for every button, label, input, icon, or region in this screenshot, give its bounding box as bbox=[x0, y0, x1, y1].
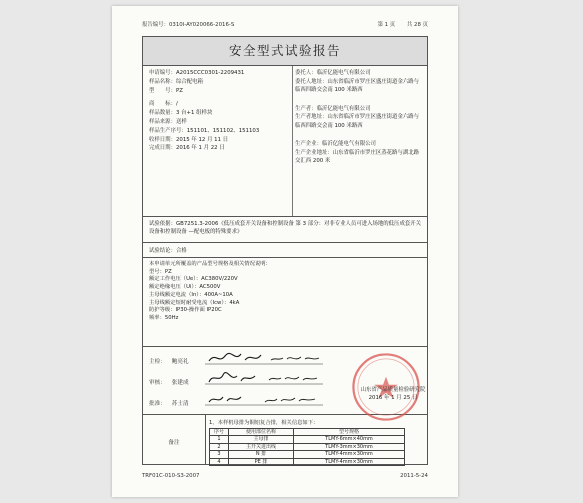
test-standard-label: 试验依据： bbox=[149, 221, 176, 227]
report-header bbox=[142, 20, 428, 30]
info-row-application-no: 申请编号：A2015CCC0301-2209431 bbox=[149, 70, 245, 76]
page-total: 共 28 页 bbox=[406, 22, 428, 28]
page-indicator bbox=[368, 20, 428, 28]
info-row-sample-source: 样品来源：送样 bbox=[149, 118, 187, 125]
table-cell: TLMY-3mm×30mm bbox=[294, 443, 405, 450]
remarks-label: 备注 bbox=[168, 439, 180, 446]
signature-row-inspector: 主检： 鲍亮礼 bbox=[149, 359, 189, 365]
signature-row-reviewer: 审核： 张建成 bbox=[149, 380, 189, 386]
table-cell: TLMY-6mm×40mm bbox=[294, 436, 405, 443]
notes-line: 频率：50Hz bbox=[149, 314, 179, 321]
table-header-row bbox=[210, 429, 405, 436]
column-header: 使用部位名称 bbox=[229, 429, 294, 436]
info-row-received-date: 收样日期：2015 年 12 月 11 日 bbox=[149, 136, 229, 143]
report-page bbox=[112, 6, 458, 497]
handwritten-signature-inspector-icon bbox=[205, 350, 325, 366]
info-row-serial-no: 样品生产序号：151101、151102、151103 bbox=[149, 127, 260, 134]
table-cell: 3 bbox=[210, 451, 229, 458]
client-name: 委托人：临沂亿能电气有限公司 bbox=[295, 70, 371, 76]
test-conclusion-label: 试验结论： bbox=[149, 248, 176, 254]
organization-name: 山东省产品质量检验研究院 bbox=[360, 387, 426, 393]
column-header: 序号 bbox=[210, 429, 229, 436]
table-cell: 2 bbox=[210, 443, 229, 450]
sample-info bbox=[149, 69, 291, 153]
table-cell: TLMY-4mm×30mm bbox=[294, 451, 405, 458]
busbar-table bbox=[209, 428, 405, 466]
notes-line: 本申请单元所覆盖的产品型号规格及相关情况说明： bbox=[149, 261, 271, 267]
table-cell: 主开关进出线 bbox=[229, 443, 294, 450]
signature-row-approver: 批准： 苏士清 bbox=[149, 401, 189, 407]
report-number: 报告编号：0310I-AY020066-2016-S bbox=[142, 22, 235, 28]
issuing-organization bbox=[343, 386, 443, 402]
party-info bbox=[295, 69, 422, 166]
table-cell: PE 排 bbox=[229, 458, 294, 465]
handwritten-signature-reviewer-icon bbox=[205, 370, 325, 386]
form-code: TRF01C-010-S3-2007 bbox=[142, 473, 200, 479]
table-cell: N 排 bbox=[229, 451, 294, 458]
info-section bbox=[143, 66, 427, 217]
info-row-sample-qty: 样品数量：3 台+1 组样块 bbox=[149, 110, 213, 117]
table-row bbox=[210, 436, 405, 443]
handwritten-signature-approver-icon bbox=[205, 391, 325, 407]
notes-line: 额定工作电压（Ue）：AC380V/220V bbox=[149, 276, 238, 283]
info-row-model: 型 号：PZ bbox=[149, 87, 183, 94]
factory-name: 生产企业：临沂亿能电气有限公司 bbox=[295, 141, 376, 148]
report-title: 安全型式试验报告 bbox=[143, 37, 427, 66]
info-row-sample-name: 样品名称：综合配电箱 bbox=[149, 78, 203, 85]
remarks-intro: 1、本样机母排为铜铝复合排，相关信息如下： bbox=[209, 420, 319, 426]
table-row bbox=[210, 443, 405, 450]
column-divider bbox=[292, 66, 293, 216]
test-conclusion bbox=[143, 244, 427, 258]
client-address: 委托人地址：山东省临沂市罗庄区盛庄街道金六路与临西四路交会南 100 米路西 bbox=[295, 78, 420, 94]
notes-line: 型号：PZ bbox=[149, 268, 172, 275]
form-date: 2011-5-24 bbox=[400, 473, 428, 479]
factory-address: 生产企业地址：山东省临沂市罗庄区蒸花路与湖北路交汇西 200 米 bbox=[295, 150, 420, 165]
notes-line: 主母线额定电流（In）：400A~10A bbox=[149, 291, 233, 298]
signature-section bbox=[143, 348, 427, 415]
table-cell: 1 bbox=[210, 436, 229, 443]
issue-date: 2016 年 1 月 25 日 bbox=[368, 395, 418, 401]
info-row-trademark: 商 标：/ bbox=[149, 101, 178, 108]
table-row bbox=[210, 451, 405, 458]
table-cell: 4 bbox=[210, 458, 229, 465]
notes-line: 主母线额定短时耐受电流（Icw）：4kA bbox=[149, 299, 240, 306]
notes-line: 额定绝缘电压（Ui）：AC500V bbox=[149, 284, 221, 291]
product-notes bbox=[143, 259, 427, 347]
test-conclusion-value: 合格 bbox=[175, 248, 187, 254]
maker-name: 生产者：临沂亿能电气有限公司 bbox=[295, 105, 371, 112]
column-header: 型号规格 bbox=[294, 429, 405, 436]
table-cell: TLMY-4mm×30mm bbox=[294, 458, 405, 465]
notes-line: 防护等级：IP30-操作面 IP20C bbox=[149, 307, 222, 314]
test-standard-text: GB7251.3-2006《低压成套开关设备和控制设备 第 3 部分：对非专业人员可进入场地的低压成套开关设备和控制设备 —配电板的特殊要求》 bbox=[149, 221, 422, 236]
remarks-label-cell bbox=[143, 415, 206, 464]
report-footer bbox=[142, 473, 428, 483]
remarks-section bbox=[143, 415, 427, 464]
info-row-completed-date: 完成日期：2016 年 1 月 22 日 bbox=[149, 145, 225, 152]
report-frame bbox=[142, 36, 428, 465]
test-standard bbox=[143, 217, 427, 243]
table-row bbox=[210, 458, 405, 465]
table-cell: 主母排 bbox=[229, 436, 294, 443]
remarks-content bbox=[209, 419, 423, 466]
page-number: 第 1 页 bbox=[377, 22, 396, 28]
maker-address: 生产者地址：山东省临沂市罗庄区盛庄街道金六路与临西四路交会南 100 米路西 bbox=[295, 114, 420, 129]
